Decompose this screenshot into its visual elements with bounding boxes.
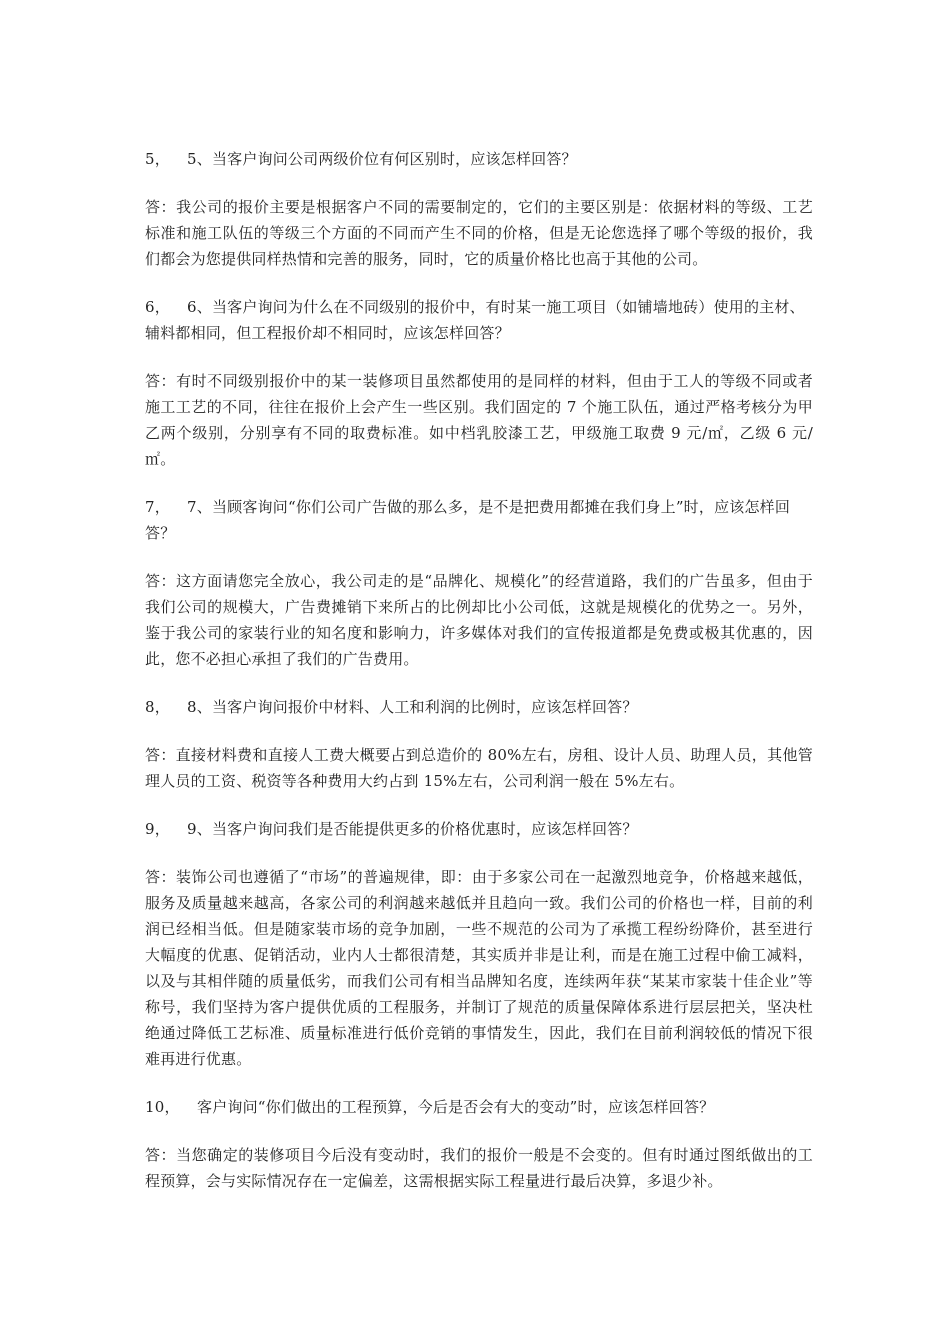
question-number: 9， — [145, 820, 170, 838]
answer-9: 答：装饰公司也遵循了“市场”的普遍规律，即：由于多家公司在一起激烈地竞争，价格越来越低，服务及质量越来越高，各家公司的利润越来越低并且趋向一致。我们公司的价格也一样，目前的利润已经相当低。但是随家装市场的竞争加剧，一些不规范的公司为了承揽工程纷纷降价，甚至进行大幅度的优惠、促销活动，业内人士都很清楚，其实质并非是让利，而是在施工过程中偷工减料，以及与其相伴随的质量低劣，而我们公司有相当品牌知名度，连续两年获“某某市家装十佳企业”等称号，我们坚持为客户提供优质的工程服务，并制订了规范的质量保障体系进行层层把关，坚决杜绝通过降低工艺标准、质量标准进行低价竞销的事情发生，因此，我们在目前利润较低的情况下很难再进行优惠。 — [145, 868, 813, 1068]
question-7 — [145, 494, 813, 546]
question-9 — [145, 816, 813, 842]
question-text: 9、当客户询问我们是否能提供更多的价格优惠时，应该怎样回答？ — [187, 820, 638, 838]
question-text: 6、当客户询问为什么在不同级别的报价中，有时某一施工项目（如铺墙地砖）使用的主材、辅料都相同，但工程报价却不相同时，应该怎样回答？ — [145, 298, 805, 342]
question-number: 6， — [145, 298, 170, 316]
question-text: 8、当客户询问报价中材料、人工和利润的比例时，应该怎样回答？ — [187, 698, 638, 716]
answer-7: 答：这方面请您完全放心，我公司走的是“品牌化、规模化”的经营道路，我们的广告虽多，但由于我们公司的规模大，广告费摊销下来所占的比例却比小公司低，这就是规模化的优势之一。另外，鉴于我公司的家装行业的知名度和影响力，许多媒体对我们的宣传报道都是免费或极其优惠的，因此，您不必担心承担了我们的广告费用。 — [145, 572, 813, 668]
question-10 — [145, 1094, 813, 1120]
question-text: 客户询问“你们做出的工程预算，今后是否会有大的变动”时，应该怎样回答？ — [197, 1098, 715, 1116]
question-8 — [145, 694, 813, 720]
question-number: 5， — [145, 150, 170, 168]
faq-content — [145, 146, 813, 1216]
question-number: 8， — [145, 698, 170, 716]
question-text: 5、当客户询问公司两级价位有何区别时，应该怎样回答？ — [187, 150, 577, 168]
answer-6: 答：有时不同级别报价中的某一装修项目虽然都使用的是同样的材料，但由于工人的等级不同或者施工工艺的不同，往往在报价上会产生一些区别。我们固定的 7 个施工队伍，通过严格考核分为甲乙两个级别，分别享有不同的取费标准。如中档乳胶漆工艺，甲级施工取费 9 元/㎡，乙级 6 元/㎡。 — [145, 372, 813, 468]
question-text: 7、当顾客询问“你们公司广告做的那么多，是不是把费用都摊在我们身上”时，应该怎样回答？ — [145, 498, 791, 542]
answer-5: 答：我公司的报价主要是根据客户不同的需要制定的，它们的主要区别是：依据材料的等级、工艺标准和施工队伍的等级三个方面的不同而产生不同的价格，但是无论您选择了哪个等级的报价，我们都会为您提供同样热情和完善的服务，同时，它的质量价格比也高于其他的公司。 — [145, 198, 813, 268]
question-6 — [145, 294, 813, 346]
answer-10: 答：当您确定的装修项目今后没有变动时，我们的报价一般是不会变的。但有时通过图纸做出的工程预算，会与实际情况存在一定偏差，这需根据实际工程量进行最后决算，多退少补。 — [145, 1146, 813, 1190]
question-number: 7， — [145, 498, 170, 516]
answer-8: 答：直接材料费和直接人工费大概要占到总造价的 80%左右，房租、设计人员、助理人员，其他管理人员的工资、税资等各种费用大约占到 15%左右，公司利润一般在 5%左右。 — [145, 746, 813, 790]
question-5 — [145, 146, 813, 172]
question-number: 10， — [145, 1098, 180, 1116]
